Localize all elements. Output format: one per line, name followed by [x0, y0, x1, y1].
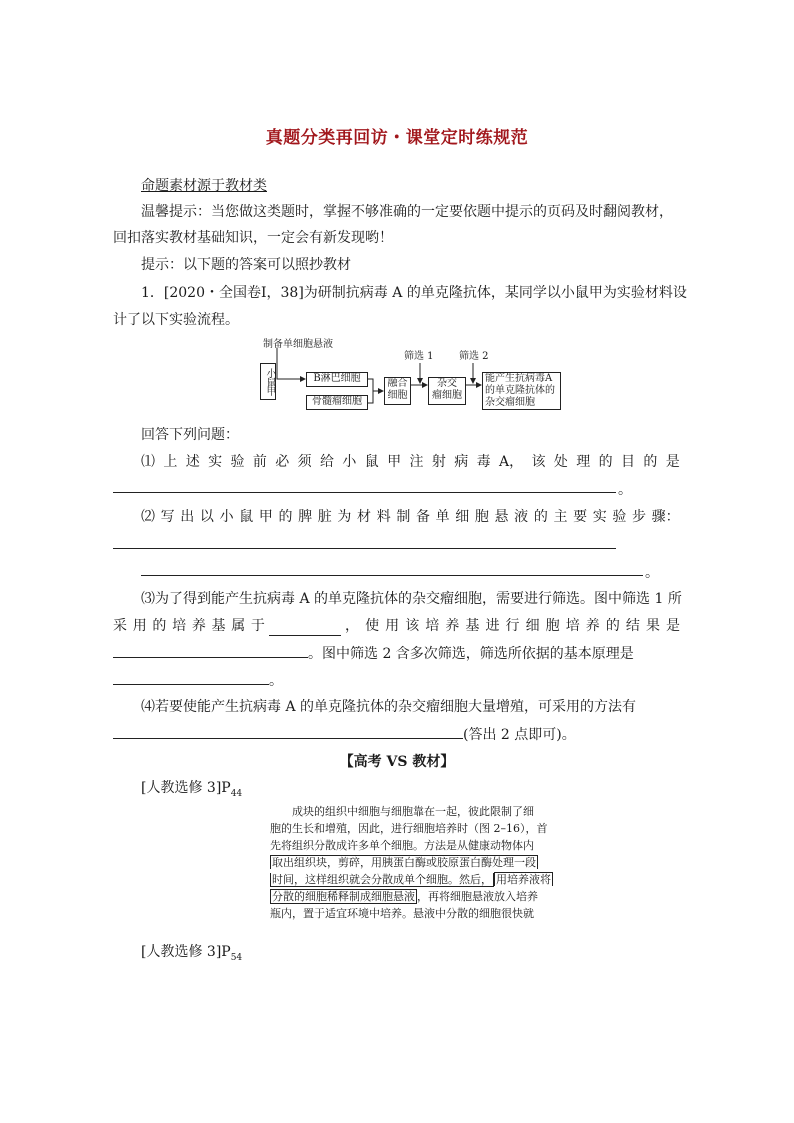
- part-2-char: 液: [514, 509, 529, 525]
- part-2-answer-blank-1[interactable]: [113, 548, 616, 549]
- part-1-char: 的: [598, 454, 613, 470]
- part-1-char: ⑴: [141, 454, 155, 470]
- part-1-char: 该: [531, 454, 546, 470]
- part-1-char: 前: [252, 454, 267, 470]
- part-3-suffix-char: 的: [605, 618, 620, 634]
- part-3-prefix-char: 的: [152, 618, 167, 634]
- part-1-char: 目: [621, 454, 635, 470]
- compare-tag: 【高考 VS 教材】: [339, 754, 455, 770]
- part-2-line: [141, 507, 680, 527]
- part-1-char: 须: [297, 454, 312, 470]
- part-2-char: 单: [435, 509, 450, 525]
- part-3-suffix-char: 是: [666, 618, 680, 634]
- part-2-char: 写: [160, 509, 175, 525]
- excerpt-line-4-highlight: 取出组织块，剪碎，用胰蛋白酶或胶原蛋白酶处理一段: [272, 856, 536, 869]
- result-box: [482, 372, 561, 410]
- part-3-suffix-char: 养: [585, 618, 600, 634]
- part-1-char: 的: [643, 454, 658, 470]
- result-label-3: 杂交瘤细胞: [485, 397, 535, 408]
- part-3-prefix: [113, 616, 265, 636]
- textbook-ref-2: [141, 942, 242, 968]
- question-1-line-2: 计了以下实验流程。: [113, 312, 239, 328]
- part-1-char: 是: [665, 454, 680, 470]
- part-3-prefix-char: 于: [250, 618, 265, 634]
- prepare-suspension-label: 制备单细胞悬液: [263, 339, 333, 350]
- part-1-char: 给: [320, 454, 334, 470]
- textbook-ref-2-page: 54: [230, 952, 243, 963]
- part-3-suffix-char: 果: [645, 618, 660, 634]
- part-4-answer-blank[interactable]: [113, 724, 463, 739]
- part-1-char: 上: [163, 454, 178, 470]
- part-3-suffix-char: 培: [565, 618, 580, 634]
- part-3-end: 。: [269, 673, 283, 689]
- page-title: 真题分类再回访・课堂定时练规范: [265, 128, 529, 148]
- part-2-char: 的: [533, 509, 548, 525]
- part-2-char: 备: [415, 509, 430, 525]
- part-1-char: 述: [185, 454, 200, 470]
- tip-line-1: 温馨提示：当您做这类题时，掌握不够准确的一定要依题中提示的页码及时翻阅教材，: [141, 204, 673, 220]
- fused-cell-label-1: 融合: [387, 378, 408, 389]
- part-3-line-1: ⑶为了得到能产生抗病毒 A 的单克隆抗体的杂交瘤细胞，需要进行筛选。图中筛选 1 所: [141, 591, 682, 607]
- part-3-suffix-char: 细: [525, 618, 540, 634]
- part-2-char: 脾: [298, 509, 313, 525]
- part-2-char: 要: [573, 509, 588, 525]
- excerpt-line-1: 成块的组织中细胞与细胞靠在一起，彼此限制了细: [292, 805, 534, 818]
- part-1-char: 必: [275, 454, 290, 470]
- part-2-char: 的: [278, 509, 293, 525]
- part-3-suffix-char: 培: [425, 618, 440, 634]
- part-2-char: 出: [180, 509, 195, 525]
- hybridoma-label-2: 瘤细胞: [432, 390, 462, 401]
- part-2-char: 悬: [494, 509, 509, 525]
- hybridoma-box: [428, 377, 466, 405]
- part-2-char: 材: [357, 509, 372, 525]
- part-1-end: 。: [618, 482, 632, 498]
- part-1-char: 甲: [387, 454, 402, 470]
- part-2-char: 脏: [317, 509, 332, 525]
- part-1-answer-blank[interactable]: [113, 492, 616, 493]
- part-3-line-3-text: 。图中筛选 2 含多次筛选，筛选所依据的基本原理是: [308, 646, 634, 662]
- part-1-char: 小: [342, 454, 357, 470]
- part-3-prefix-char: 采: [113, 618, 127, 634]
- b-cell-box: B淋巴细胞: [306, 372, 368, 387]
- part-1-char: 注: [409, 454, 424, 470]
- excerpt-line-6-rest: ，再将细胞悬液放入培养: [417, 890, 538, 903]
- part-3-suffix-char: 结: [625, 618, 640, 634]
- part-1-char: A，: [499, 454, 524, 470]
- part-3-suffix-char: 用: [385, 618, 400, 634]
- tip-2: 提示：以下题的答案可以照抄教材: [141, 257, 351, 273]
- part-3-line-3: [113, 643, 634, 664]
- part-2-char: ⑵: [141, 509, 155, 525]
- part-3-prefix-char: 基: [211, 618, 226, 634]
- part-3-suffix-char: 该: [405, 618, 420, 634]
- part-3-prefix-char: 养: [191, 618, 206, 634]
- textbook-ref-1-page: 44: [230, 788, 243, 799]
- textbook-ref-1-text: [人教选修 3]P: [141, 780, 231, 796]
- part-2-char: 甲: [258, 509, 273, 525]
- part-3-suffix-char: ，: [345, 618, 359, 634]
- experiment-flow-diagram: [255, 337, 565, 417]
- part-2-char: 实: [592, 509, 607, 525]
- question-1-line-1: 1．[2020・全国卷Ⅰ，38]为研制抗病毒 A 的单克隆抗体，某同学以小鼠甲为实验材料设: [141, 285, 687, 301]
- part-3-suffix-char: 行: [505, 618, 520, 634]
- part-3-suffix-char: 进: [485, 618, 500, 634]
- part-3-line-4: [113, 670, 283, 691]
- part-4-line-2: [113, 724, 576, 745]
- part-1-char: 病: [454, 454, 469, 470]
- part-2-char: 鼠: [239, 509, 254, 525]
- textbook-excerpt: [270, 803, 557, 922]
- textbook-ref-1: [141, 778, 242, 804]
- part-2-char: 为: [337, 509, 352, 525]
- part-2-char: 以: [199, 509, 214, 525]
- part-3-prefix-char: 属: [231, 618, 246, 634]
- part-2-char: 骤：: [651, 509, 680, 525]
- part-4-line-1: ⑷若要使能产生抗病毒 A 的单克隆抗体的杂交瘤细胞大量增殖，可采用的方法有: [141, 699, 637, 715]
- myeloma-box: 骨髓瘤细胞: [306, 395, 368, 410]
- part-2-char: 小: [219, 509, 234, 525]
- part-3-suffix-char: 使: [365, 618, 380, 634]
- part-2-end: 。: [645, 565, 659, 581]
- excerpt-line-6-highlight: 分散的细胞稀释制成细胞悬液: [272, 890, 415, 903]
- part-1-char: 实: [208, 454, 223, 470]
- part-3-suffix-char: 养: [445, 618, 460, 634]
- excerpt-line-5-highlight-2: 用培养液将: [496, 873, 551, 886]
- hybridoma-label-1: 杂交: [437, 378, 457, 389]
- excerpt-line-7: 瓶内，置于适宜环境中培养。悬液中分散的细胞很快就: [270, 907, 534, 920]
- screen-1-label: 筛选 1: [404, 351, 434, 362]
- result-label-1: 能产生抗病毒A: [485, 373, 553, 384]
- part-2-char: 料: [376, 509, 391, 525]
- part-2-char: 胞: [474, 509, 489, 525]
- part-3-principle-blank[interactable]: [113, 670, 269, 685]
- part-2-answer-blank-2[interactable]: [141, 575, 643, 576]
- part-2-char: 步: [632, 509, 647, 525]
- part-1-char: 鼠: [364, 454, 379, 470]
- part-1-line: [141, 452, 680, 472]
- excerpt-line-5-highlight: 时间，这样组织就会分散成单个细胞。然后，: [272, 873, 492, 886]
- part-1-char: 处: [553, 454, 568, 470]
- part-2-char: 主: [553, 509, 568, 525]
- part-1-char: 射: [431, 454, 446, 470]
- part-3-suffix-char: 胞: [545, 618, 560, 634]
- screen-2-label: 筛选 2: [459, 351, 489, 362]
- part-2-char: 细: [455, 509, 470, 525]
- part-3-medium-blank[interactable]: [269, 621, 341, 636]
- mouse-box: 小鼠甲: [260, 363, 276, 400]
- part-1-char: 验: [230, 454, 245, 470]
- part-3-suffix: [345, 616, 680, 636]
- part-3-prefix-char: 用: [132, 618, 147, 634]
- part-4-end: (答出 2 点即可)。: [463, 727, 576, 743]
- textbook-ref-2-text: [人教选修 3]P: [141, 944, 231, 960]
- part-2-char: 验: [612, 509, 627, 525]
- part-3-prefix-char: 培: [172, 618, 187, 634]
- part-2-char: 制: [396, 509, 411, 525]
- tip-line-2: 回扣落实教材基础知识，一定会有新发现哟！: [113, 230, 393, 246]
- excerpt-line-3: 先将组织分散成许多单个细胞。方法是从健康动物体内: [270, 839, 534, 852]
- answer-prompt: 回答下列问题：: [141, 427, 239, 443]
- fused-cell-box: [384, 377, 411, 405]
- part-3-suffix-char: 基: [465, 618, 480, 634]
- part-3-result-blank[interactable]: [113, 643, 308, 658]
- result-label-2: 的单克隆抗体的: [485, 385, 555, 396]
- part-3-line-2: [113, 616, 680, 636]
- excerpt-line-2: 胞的生长和增殖，因此，进行细胞培养时（图 2–16），首: [270, 822, 548, 835]
- section-heading: 命题素材源于教材类: [141, 178, 267, 194]
- fused-cell-label-2: 细胞: [387, 390, 408, 401]
- part-1-char: 毒: [476, 454, 491, 470]
- part-1-char: 理: [576, 454, 591, 470]
